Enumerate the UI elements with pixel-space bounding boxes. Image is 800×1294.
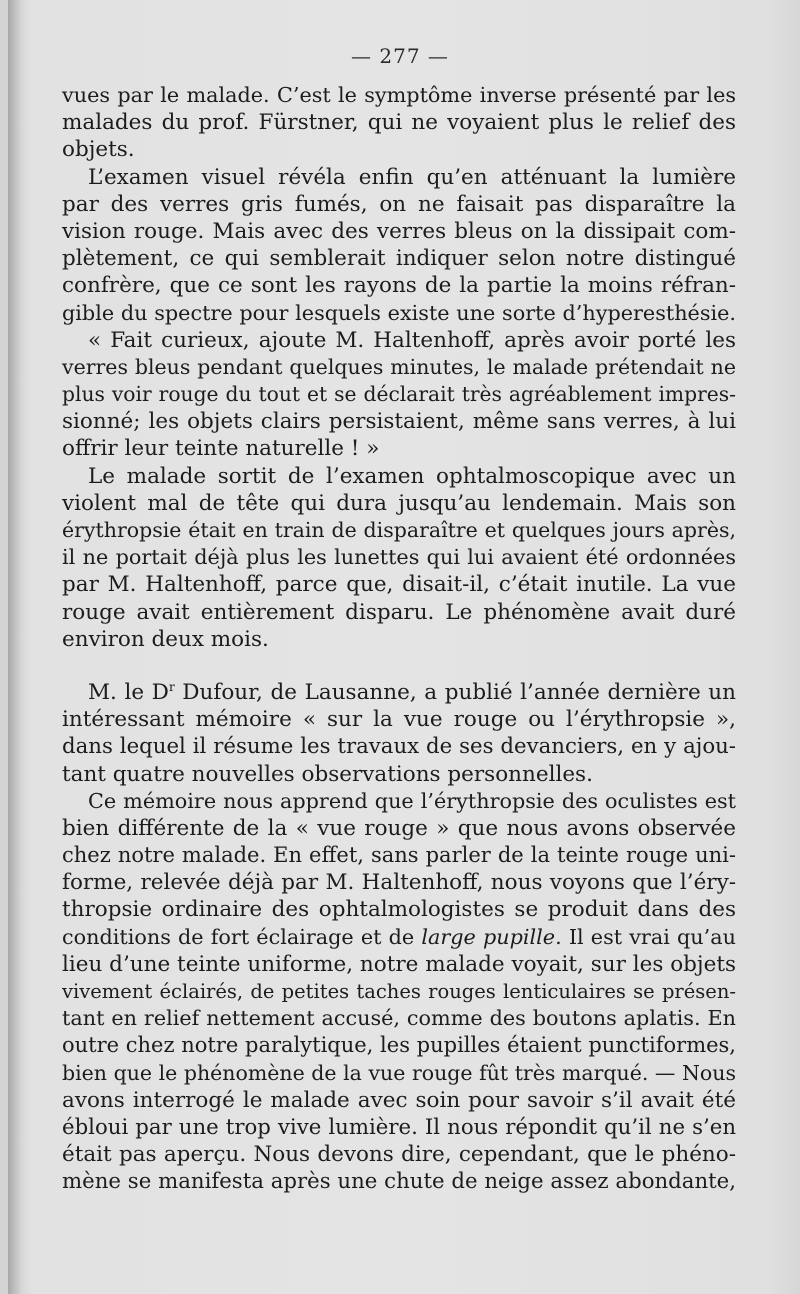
text-line: malades du prof. Fürstner, qui ne voyaient plus le relief des	[62, 110, 736, 136]
text-line: plus voir rouge du tout et se déclarait très agréablement impres-	[62, 382, 736, 407]
text-line: confrère, que ce sont les rayons de la partie la moins réfran-	[62, 273, 736, 299]
text-line: bien que le phénomène de la vue rouge fût très marqué. — Nous	[62, 1060, 736, 1085]
text-line: bien différente de la « vue rouge » que nous avons observée	[62, 815, 736, 841]
text-line: vision rouge. Mais avec des verres bleus on la dissipait com-	[62, 218, 736, 244]
text-line: violent mal de tête qui dura jusqu’au lendemain. Mais son	[62, 490, 736, 516]
paragraph	[62, 679, 736, 788]
page-spine-shadow	[8, 0, 22, 1294]
body-text	[62, 82, 736, 1196]
paragraph	[62, 82, 736, 164]
paragraph	[62, 164, 736, 327]
paragraph	[62, 327, 736, 463]
text-line: forme, relevée déjà par M. Haltenhoff, nous voyons que l’éry-	[62, 870, 736, 896]
text-fragment: conditions de fort éclairage et de	[62, 924, 422, 949]
text-line: par des verres gris fumés, on ne faisait pas disparaître la	[62, 191, 736, 217]
text-line: offrir leur teinte naturelle ! »	[62, 436, 380, 462]
text-line: verres bleus pendant quelques minutes, le malade prétendait ne	[62, 354, 736, 379]
text-line: thropsie ordinaire des ophtalmologistes se produit dans des	[62, 897, 736, 923]
text-line: plètement, ce qui semblerait indiquer selon notre distingué	[62, 246, 736, 272]
text-line	[62, 679, 736, 706]
text-line: lieu d’une teinte uniforme, notre malade voyait, sur les objets	[62, 951, 736, 977]
text-fragment: Dufour, de Lausanne, a publié l’année dernière un	[174, 679, 736, 705]
text-line: érythropsie était en train de disparaître et quelques jours après,	[62, 518, 736, 542]
text-line: ébloui par une trop vive lumière. Il nous répondit qu’il ne s’en	[62, 1114, 736, 1140]
italic-phrase: large pupille	[421, 924, 556, 949]
paragraph	[62, 463, 736, 653]
superscript: r	[168, 679, 175, 694]
page-number: — 277 —	[351, 44, 449, 68]
text-line: sionné; les objets clairs persistaient, même sans verres, à lui	[62, 409, 736, 435]
text-line: Ce mémoire nous apprend que l’érythropsie des oculistes est	[88, 788, 736, 813]
text-line: était pas aperçu. Nous devons dire, cependant, que le phéno-	[62, 1142, 736, 1168]
paragraph	[62, 788, 736, 1196]
text-line: Le malade sortit de l’examen ophtalmoscopique avec un	[88, 463, 736, 489]
text-line: tant quatre nouvelles observations personnelles.	[62, 761, 593, 787]
text-line: avons interrogé le malade avec soin pour savoir s’il avait été	[62, 1087, 736, 1113]
text-line: vues par le malade. C’est le symptôme inverse présenté par les	[62, 83, 736, 107]
text-line: environ deux mois.	[62, 626, 269, 652]
text-line: chez notre malade. En effet, sans parler de la teinte rouge uni-	[62, 843, 736, 868]
text-line: outre chez notre paralytique, les pupilles étaient punctiformes,	[62, 1033, 736, 1058]
text-line: dans lequel il résume les travaux de ses devanciers, en y ajou-	[62, 734, 736, 760]
text-line	[62, 924, 736, 951]
text-fragment: . Il est vrai qu’au	[555, 924, 736, 949]
text-line: L’examen visuel révéla enfin qu’en atténuant la lumière	[88, 164, 736, 190]
text-line: rouge avait entièrement disparu. Le phénomène avait duré	[62, 599, 736, 625]
text-line: il ne portait déjà plus les lunettes qui lui avaient été ordonnées	[62, 545, 736, 570]
text-line: objets.	[62, 137, 135, 163]
text-line: « Fait curieux, ajoute M. Haltenhoff, après avoir porté les	[88, 327, 736, 353]
text-line: mène se manifesta après une chute de neige assez abondante,	[62, 1169, 736, 1195]
text-fragment: M. le D	[88, 679, 169, 705]
text-line: intéressant mémoire « sur la vue rouge ou l’érythropsie »,	[62, 707, 736, 733]
text-line: par M. Haltenhoff, parce que, disait-il, c’était inutile. La vue	[62, 572, 736, 598]
section-gap	[62, 653, 736, 679]
text-line: gible du spectre pour lesquels existe une sorte d’hyperesthésie.	[62, 300, 736, 325]
text-line: vivement éclairés, de petites taches rouges lenticulaires se présen-	[62, 980, 736, 1003]
text-line: tant en relief nettement accusé, comme des boutons aplatis. En	[62, 1006, 736, 1031]
